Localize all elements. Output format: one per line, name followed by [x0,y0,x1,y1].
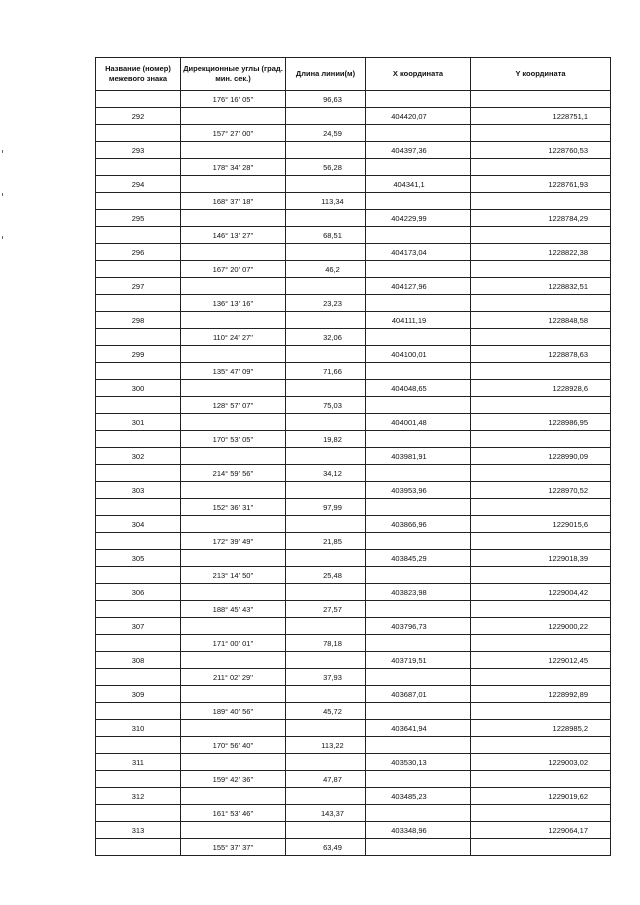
cell-y [471,703,611,720]
table-row [96,346,611,363]
table-row [96,159,611,176]
cell-length: 46,2 [286,261,366,278]
cell-y [471,737,611,754]
table-row [96,431,611,448]
cell-y [471,261,611,278]
cell-x [366,703,471,720]
cell-length: 21,85 [286,533,366,550]
cell-angle [181,142,286,159]
cell-name: 308 [96,652,181,669]
table-row [96,397,611,414]
cell-length: 37,93 [286,669,366,686]
cell-x [366,805,471,822]
cell-x: 404111,19 [366,312,471,329]
cell-length [286,210,366,227]
table-row [96,550,611,567]
cell-y [471,805,611,822]
cell-length: 68,51 [286,227,366,244]
cell-y: 1229004,42 [471,584,611,601]
cell-x: 404229,99 [366,210,471,227]
cell-x: 403348,96 [366,822,471,839]
cell-angle: 178° 34' 28'' [181,159,286,176]
cell-x [366,227,471,244]
cell-y [471,227,611,244]
cell-angle: 155° 37' 37'' [181,839,286,856]
table-row [96,465,611,482]
cell-length: 45,72 [286,703,366,720]
cell-name [96,737,181,754]
table-header-row [96,58,611,91]
cell-length: 97,99 [286,499,366,516]
cell-y: 1228832,51 [471,278,611,295]
cell-x: 403641,94 [366,720,471,737]
cell-x [366,567,471,584]
cell-y: 1229012,45 [471,652,611,669]
cell-y [471,533,611,550]
cell-length [286,142,366,159]
cell-length: 113,22 [286,737,366,754]
table-row [96,295,611,312]
cell-length: 27,57 [286,601,366,618]
cell-angle: 170° 56' 40'' [181,737,286,754]
table-row [96,805,611,822]
cell-angle [181,686,286,703]
cell-length [286,244,366,261]
cell-y: 1228760,53 [471,142,611,159]
cell-y [471,295,611,312]
cell-name: 294 [96,176,181,193]
cell-x [366,159,471,176]
table-row [96,771,611,788]
cell-length [286,788,366,805]
cell-x [366,363,471,380]
cell-length [286,448,366,465]
cell-name [96,533,181,550]
cell-y [471,567,611,584]
cell-length: 19,82 [286,431,366,448]
header-name: Название (номер) межевого знака [96,58,181,91]
cell-length: 24,59 [286,125,366,142]
cell-length [286,516,366,533]
header-y: Y координата [471,58,611,91]
header-angle: Дирекционные углы (град. мин. сек.) [181,58,286,91]
table-row [96,193,611,210]
cell-name [96,771,181,788]
cell-y: 1228784,29 [471,210,611,227]
cell-length: 34,12 [286,465,366,482]
cell-name [96,465,181,482]
cell-length: 71,66 [286,363,366,380]
cell-angle [181,448,286,465]
cell-y: 1228848,58 [471,312,611,329]
cell-angle: 146° 13' 27'' [181,227,286,244]
cell-angle [181,754,286,771]
cell-y: 1228928,6 [471,380,611,397]
table-row [96,601,611,618]
cell-length: 32,06 [286,329,366,346]
header-length: Длина линии(м) [286,58,366,91]
cell-name: 299 [96,346,181,363]
cell-x [366,261,471,278]
cell-angle: 171° 00' 01'' [181,635,286,652]
cell-length: 75,03 [286,397,366,414]
cell-angle [181,618,286,635]
cell-length [286,278,366,295]
cell-x: 403485,23 [366,788,471,805]
cell-angle [181,788,286,805]
cell-length [286,584,366,601]
cell-y [471,431,611,448]
cell-name: 309 [96,686,181,703]
cell-name: 301 [96,414,181,431]
cell-length [286,652,366,669]
cell-angle [181,516,286,533]
cell-x: 403687,01 [366,686,471,703]
table-row [96,737,611,754]
cell-x: 403796,73 [366,618,471,635]
cell-name [96,839,181,856]
cell-name [96,159,181,176]
cell-name [96,295,181,312]
cell-x: 404048,65 [366,380,471,397]
table-row [96,669,611,686]
cell-name [96,261,181,278]
cell-angle [181,278,286,295]
cell-name [96,669,181,686]
table-row [96,176,611,193]
cell-length: 96,63 [286,91,366,108]
cell-x: 403719,51 [366,652,471,669]
table-row [96,210,611,227]
cell-name [96,125,181,142]
cell-y: 1228970,52 [471,482,611,499]
cell-name: 296 [96,244,181,261]
cell-y: 1228822,38 [471,244,611,261]
cell-angle: 152° 36' 31'' [181,499,286,516]
cell-length [286,618,366,635]
table-row [96,635,611,652]
cell-y: 1229015,6 [471,516,611,533]
cell-y [471,125,611,142]
cell-length [286,380,366,397]
cell-x: 403530,13 [366,754,471,771]
table-row [96,227,611,244]
table-row [96,839,611,856]
cell-length [286,720,366,737]
cell-y: 1229003,02 [471,754,611,771]
cell-name [96,363,181,380]
cell-name: 304 [96,516,181,533]
table-row [96,448,611,465]
cell-angle: 135° 47' 09'' [181,363,286,380]
cell-y [471,363,611,380]
cell-name [96,193,181,210]
cell-x: 403866,96 [366,516,471,533]
cell-angle [181,176,286,193]
cell-y: 1228878,63 [471,346,611,363]
cell-length: 25,48 [286,567,366,584]
cell-y: 1229000,22 [471,618,611,635]
table-row [96,533,611,550]
table-row [96,91,611,108]
cell-length [286,414,366,431]
cell-angle [181,380,286,397]
cell-x [366,601,471,618]
cell-angle [181,108,286,125]
cell-angle [181,482,286,499]
cell-angle: 110° 24' 27'' [181,329,286,346]
table-row [96,822,611,839]
table-row [96,686,611,703]
table-row [96,516,611,533]
table-row [96,244,611,261]
cell-name: 305 [96,550,181,567]
cell-name [96,397,181,414]
cell-length [286,346,366,363]
cell-length: 63,49 [286,839,366,856]
table-row [96,329,611,346]
cell-x [366,397,471,414]
cell-y: 1229018,39 [471,550,611,567]
cell-y: 1228990,09 [471,448,611,465]
cell-y: 1228986,95 [471,414,611,431]
cell-length: 143,37 [286,805,366,822]
cell-x [366,499,471,516]
cell-angle [181,822,286,839]
header-x: X координата [366,58,471,91]
cell-angle: 213° 14' 50'' [181,567,286,584]
cell-y [471,159,611,176]
coordinates-table [95,57,611,856]
cell-name: 307 [96,618,181,635]
cell-name [96,601,181,618]
cell-length: 23,23 [286,295,366,312]
table-row [96,720,611,737]
table-row [96,278,611,295]
cell-name: 302 [96,448,181,465]
cell-name: 312 [96,788,181,805]
cell-name [96,499,181,516]
cell-angle: 159° 42' 36'' [181,771,286,788]
cell-y [471,839,611,856]
table-body [96,91,611,856]
cell-name: 303 [96,482,181,499]
cell-x [366,91,471,108]
cell-name [96,329,181,346]
cell-length [286,482,366,499]
cell-y [471,91,611,108]
cell-length: 47,87 [286,771,366,788]
cell-name: 306 [96,584,181,601]
cell-y [471,465,611,482]
cell-y [471,601,611,618]
cell-y [471,635,611,652]
cell-angle [181,720,286,737]
cell-angle: 214° 59' 56'' [181,465,286,482]
table-row [96,482,611,499]
table-row [96,754,611,771]
table-row [96,380,611,397]
table-row [96,142,611,159]
cell-angle [181,584,286,601]
cell-angle [181,550,286,567]
cell-angle [181,346,286,363]
cell-y [471,669,611,686]
cell-x [366,533,471,550]
cell-name [96,91,181,108]
cell-length [286,822,366,839]
cell-x: 404397,36 [366,142,471,159]
cell-x [366,771,471,788]
cell-length: 78,18 [286,635,366,652]
cell-name: 292 [96,108,181,125]
cell-y: 1228992,89 [471,686,611,703]
cell-y: 1228751,1 [471,108,611,125]
cell-x [366,737,471,754]
cell-x [366,295,471,312]
cell-y: 1229019,62 [471,788,611,805]
cell-y: 1228761,93 [471,176,611,193]
cell-length [286,686,366,703]
cell-length [286,312,366,329]
cell-length [286,176,366,193]
cell-angle: 157° 27' 00'' [181,125,286,142]
cell-name [96,703,181,720]
cell-name: 293 [96,142,181,159]
table-row [96,363,611,380]
table-row [96,312,611,329]
cell-x: 403845,29 [366,550,471,567]
cell-y [471,499,611,516]
cell-x: 404341,1 [366,176,471,193]
cell-name [96,227,181,244]
cell-name: 310 [96,720,181,737]
cell-angle [181,312,286,329]
cell-length: 113,34 [286,193,366,210]
cell-name [96,431,181,448]
cell-angle: 167° 20' 07'' [181,261,286,278]
cell-name [96,635,181,652]
margin-mark [2,193,3,196]
cell-x: 403981,91 [366,448,471,465]
cell-x: 404100,01 [366,346,471,363]
margin-mark [2,236,3,239]
cell-x [366,329,471,346]
cell-angle: 136° 13' 16'' [181,295,286,312]
table-row [96,125,611,142]
table-row [96,652,611,669]
table-row [96,584,611,601]
cell-x [366,635,471,652]
cell-y: 1229064,17 [471,822,611,839]
cell-y [471,193,611,210]
cell-name: 313 [96,822,181,839]
cell-name: 295 [96,210,181,227]
cell-x: 403823,98 [366,584,471,601]
cell-length [286,754,366,771]
cell-x [366,839,471,856]
cell-x [366,431,471,448]
cell-y [471,329,611,346]
cell-x [366,465,471,482]
table-row [96,703,611,720]
cell-angle [181,244,286,261]
cell-angle: 188° 45' 43'' [181,601,286,618]
cell-x [366,125,471,142]
cell-x [366,669,471,686]
table-row [96,414,611,431]
cell-x [366,193,471,210]
cell-x: 404001,48 [366,414,471,431]
margin-mark [2,150,3,153]
table-row [96,108,611,125]
margin-marks [2,150,4,279]
cell-x: 404127,96 [366,278,471,295]
table-row [96,567,611,584]
cell-angle [181,210,286,227]
cell-name [96,567,181,584]
cell-y [471,771,611,788]
cell-x: 404420,07 [366,108,471,125]
table-row [96,499,611,516]
cell-x: 403953,96 [366,482,471,499]
table-row [96,618,611,635]
cell-y: 1228985,2 [471,720,611,737]
cell-angle: 176° 16' 05'' [181,91,286,108]
cell-y [471,397,611,414]
cell-length [286,108,366,125]
cell-length: 56,28 [286,159,366,176]
cell-angle [181,652,286,669]
cell-x: 404173,04 [366,244,471,261]
cell-length [286,550,366,567]
cell-angle: 128° 57' 07'' [181,397,286,414]
cell-angle: 211° 02' 29'' [181,669,286,686]
cell-angle: 161° 53' 46'' [181,805,286,822]
cell-angle: 168° 37' 18'' [181,193,286,210]
cell-angle: 189° 40' 56'' [181,703,286,720]
table-row [96,788,611,805]
table-row [96,261,611,278]
cell-name: 311 [96,754,181,771]
cell-angle [181,414,286,431]
cell-name [96,805,181,822]
cell-angle: 172° 39' 49'' [181,533,286,550]
cell-name: 297 [96,278,181,295]
cell-name: 298 [96,312,181,329]
cell-angle: 170° 53' 05'' [181,431,286,448]
cell-name: 300 [96,380,181,397]
